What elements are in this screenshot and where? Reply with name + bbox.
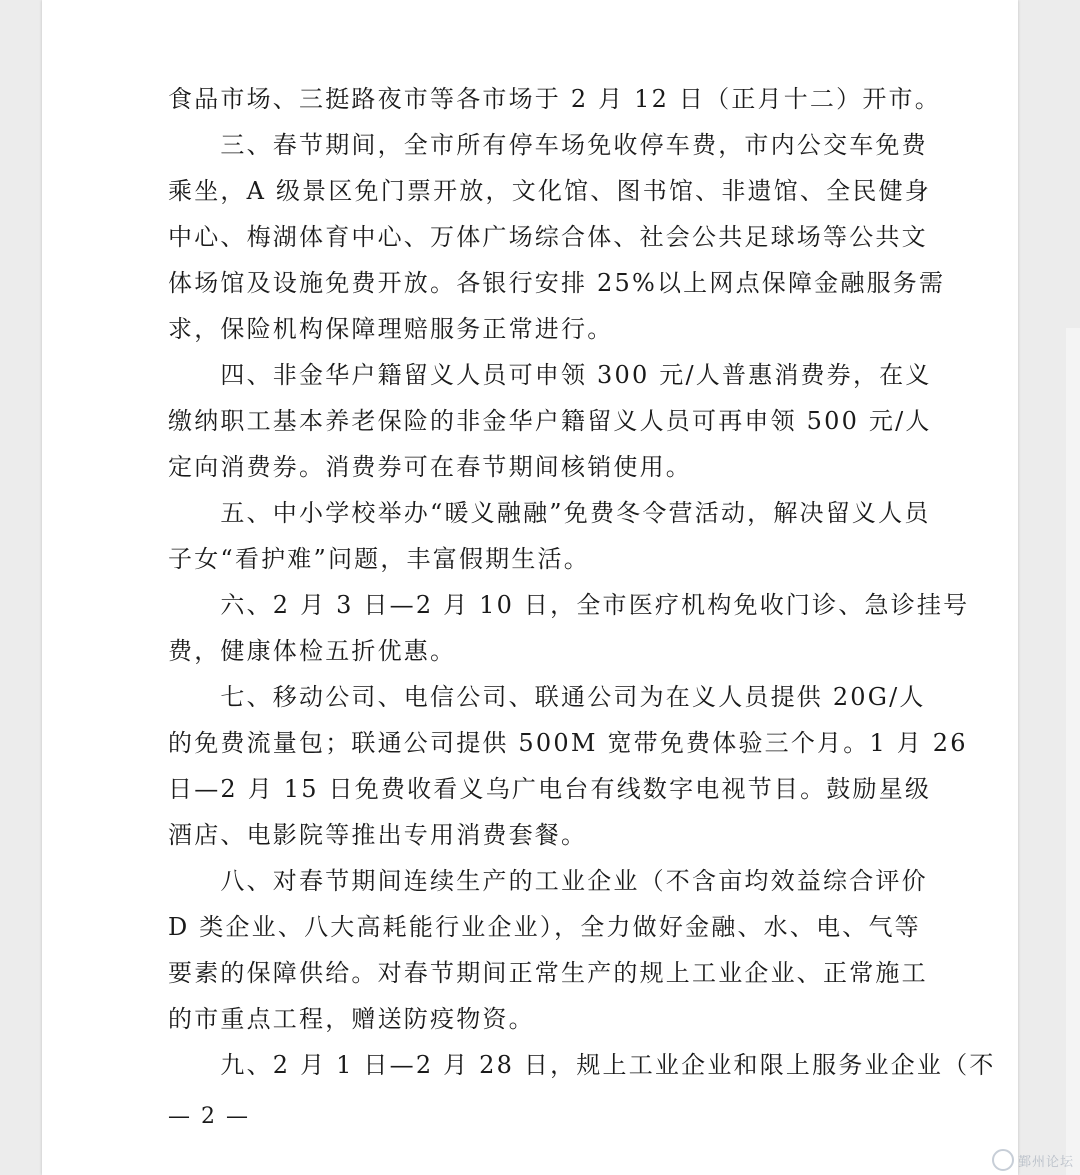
text-line: D 类企业、八大高耗能行业企业），全力做好金融、水、电、气等 [168,913,921,941]
text-line: 六、2 月 3 日—2 月 10 日，全市医疗机构免收门诊、急诊挂号 [168,591,970,619]
page-number: — 2 — [168,1104,250,1129]
text-line: 的市重点工程，赠送防疫物资。 [168,1005,535,1033]
text-line: 子女“看护难”问题，丰富假期生活。 [168,545,590,573]
text-line: 要素的保障供给。对春节期间正常生产的规上工业企业、正常施工 [168,959,928,987]
vertical-scrollbar[interactable] [1066,328,1080,1175]
text-line: 食品市场、三挺路夜市等各市场于 2 月 12 日（正月十二）开市。 [168,85,941,113]
text-line: 日—2 月 15 日免费收看义乌广电台有线数字电视节目。鼓励星级 [168,775,932,803]
text-line: 求，保险机构保障理赔服务正常进行。 [168,315,614,343]
document-page [42,0,1018,1175]
document-body [168,76,996,1088]
watermark [992,1149,1074,1171]
text-line: 酒店、电影院等推出专用消费套餐。 [168,821,588,849]
watermark-text: 鄞州论坛 [1017,1154,1074,1170]
text-line: 九、2 月 1 日—2 月 28 日，规上工业企业和限上服务业企业（不 [168,1051,996,1079]
text-line: 费，健康体检五折优惠。 [168,637,457,665]
text-line: 的免费流量包；联通公司提供 500M 宽带免费体验三个月。1 月 26 [168,729,968,757]
forum-logo-icon [992,1149,1014,1171]
text-line: 三、春节期间，全市所有停车场免收停车费，市内公交车免费 [168,131,928,159]
text-line: 体场馆及设施免费开放。各银行安排 25%以上网点保障金融服务需 [168,269,946,297]
text-line: 乘坐，A 级景区免门票开放，文化馆、图书馆、非遗馆、全民健身 [168,177,931,205]
text-line: 四、非金华户籍留义人员可申领 300 元/人普惠消费券，在义 [168,361,932,389]
text-line: 中心、梅湖体育中心、万体广场综合体、社会公共足球场等公共文 [168,223,928,251]
text-line: 八、对春节期间连续生产的工业企业（不含亩均效益综合评价 [168,867,928,895]
text-line: 五、中小学校举办“暖义融融”免费冬令营活动，解决留义人员 [168,499,931,527]
text-line: 定向消费券。消费券可在春节期间核销使用。 [168,453,692,481]
text-line: 缴纳职工基本养老保险的非金华户籍留义人员可再申领 500 元/人 [168,407,932,435]
text-line: 七、移动公司、电信公司、联通公司为在义人员提供 20G/人 [168,683,926,711]
